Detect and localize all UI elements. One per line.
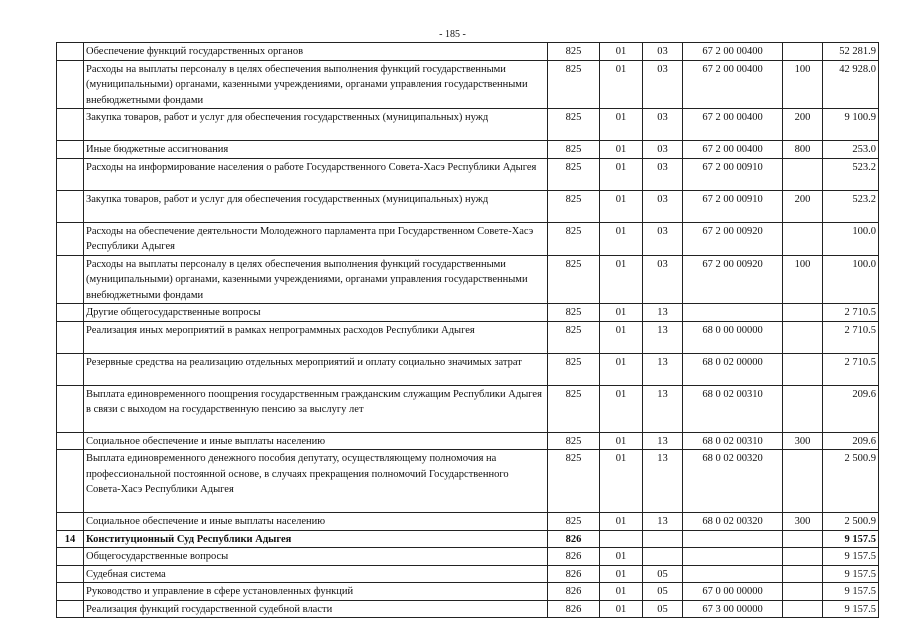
table-row — [57, 600, 879, 618]
expense-type-code-cell — [783, 385, 823, 432]
expense-type-code-cell: 100 — [783, 255, 823, 304]
item-name-cell: Реализация иных мероприятий в рамках непрограммных расходов Республики Адыгея — [84, 321, 548, 353]
subsection-code-cell: 03 — [643, 43, 683, 61]
item-name-cell: Социальное обеспечение и иные выплаты населению — [84, 432, 548, 450]
expense-type-code-cell — [783, 222, 823, 255]
item-name-cell: Иные бюджетные ассигнования — [84, 141, 548, 159]
amount-cell: 209.6 — [823, 385, 879, 432]
department-code-cell: 825 — [548, 432, 600, 450]
target-article-code-cell: 67 2 00 00400 — [683, 109, 783, 141]
target-article-code-cell: 67 2 00 00910 — [683, 158, 783, 190]
table-row — [57, 353, 879, 385]
subsection-code-cell: 03 — [643, 158, 683, 190]
row-number-cell — [57, 565, 84, 583]
subsection-code-cell: 13 — [643, 432, 683, 450]
amount-cell: 52 281.9 — [823, 43, 879, 61]
row-number-cell — [57, 450, 84, 513]
row-number-cell: 14 — [57, 530, 84, 548]
amount-cell: 2 710.5 — [823, 353, 879, 385]
target-article-code-cell: 68 0 00 00000 — [683, 321, 783, 353]
expense-type-code-cell — [783, 530, 823, 548]
section-code-cell: 01 — [600, 432, 643, 450]
subsection-code-cell: 03 — [643, 60, 683, 109]
amount-cell: 9 157.5 — [823, 565, 879, 583]
department-code-cell: 825 — [548, 255, 600, 304]
subsection-code-cell — [643, 548, 683, 566]
subsection-code-cell: 13 — [643, 513, 683, 531]
amount-cell: 9 157.5 — [823, 548, 879, 566]
department-code-cell: 826 — [548, 600, 600, 618]
table-row — [57, 450, 879, 513]
department-code-cell: 825 — [548, 109, 600, 141]
amount-cell: 100.0 — [823, 222, 879, 255]
row-number-cell — [57, 600, 84, 618]
subsection-code-cell: 03 — [643, 141, 683, 159]
expense-type-code-cell — [783, 353, 823, 385]
department-code-cell: 825 — [548, 190, 600, 222]
subsection-code-cell: 13 — [643, 353, 683, 385]
expense-type-code-cell — [783, 43, 823, 61]
table-row — [57, 158, 879, 190]
table-row — [57, 432, 879, 450]
item-name-cell: Выплата единовременного поощрения государственным гражданским служащим Республики Адыгея в связи с выходом на государственную пенсию за выслугу лет — [84, 385, 548, 432]
amount-cell: 2 710.5 — [823, 321, 879, 353]
subsection-code-cell: 05 — [643, 583, 683, 601]
target-article-code-cell: 67 2 00 00920 — [683, 255, 783, 304]
department-code-cell: 825 — [548, 222, 600, 255]
amount-cell: 9 100.9 — [823, 109, 879, 141]
section-code-cell — [600, 530, 643, 548]
target-article-code-cell: 68 0 02 00310 — [683, 385, 783, 432]
department-code-cell: 825 — [548, 158, 600, 190]
target-article-code-cell: 67 2 00 00910 — [683, 190, 783, 222]
row-number-cell — [57, 255, 84, 304]
section-code-cell: 01 — [600, 583, 643, 601]
row-number-cell — [57, 304, 84, 322]
section-code-cell: 01 — [600, 513, 643, 531]
target-article-code-cell: 67 2 00 00400 — [683, 141, 783, 159]
section-code-cell: 01 — [600, 190, 643, 222]
section-code-cell: 01 — [600, 43, 643, 61]
department-code-cell: 825 — [548, 513, 600, 531]
row-number-cell — [57, 321, 84, 353]
table-row — [57, 60, 879, 109]
amount-cell: 42 928.0 — [823, 60, 879, 109]
expense-type-code-cell: 200 — [783, 190, 823, 222]
target-article-code-cell: 68 0 02 00310 — [683, 432, 783, 450]
section-code-cell: 01 — [600, 255, 643, 304]
section-code-cell: 01 — [600, 60, 643, 109]
section-code-cell: 01 — [600, 353, 643, 385]
target-article-code-cell — [683, 548, 783, 566]
table-row — [57, 255, 879, 304]
amount-cell: 100.0 — [823, 255, 879, 304]
table-row — [57, 43, 879, 61]
section-code-cell: 01 — [600, 109, 643, 141]
item-name-cell: Реализация функций государственной судебной власти — [84, 600, 548, 618]
item-name-cell: Расходы на обеспечение деятельности Молодежного парламента при Государственном Совете-Хасэ Республики Адыгея — [84, 222, 548, 255]
amount-cell: 2 500.9 — [823, 513, 879, 531]
row-number-cell — [57, 353, 84, 385]
item-name-cell: Руководство и управление в сфере установленных функций — [84, 583, 548, 601]
subsection-code-cell: 13 — [643, 304, 683, 322]
table-row — [57, 513, 879, 531]
target-article-code-cell — [683, 304, 783, 322]
table-row — [57, 583, 879, 601]
section-code-cell: 01 — [600, 222, 643, 255]
department-code-cell: 826 — [548, 548, 600, 566]
expense-type-code-cell — [783, 583, 823, 601]
department-code-cell: 825 — [548, 450, 600, 513]
item-name-cell: Социальное обеспечение и иные выплаты населению — [84, 513, 548, 531]
expense-type-code-cell — [783, 450, 823, 513]
item-name-cell: Расходы на информирование населения о работе Государственного Совета-Хасэ Республики Адыгея — [84, 158, 548, 190]
amount-cell: 9 157.5 — [823, 530, 879, 548]
section-code-cell: 01 — [600, 321, 643, 353]
row-number-cell — [57, 158, 84, 190]
item-name-cell: Закупка товаров, работ и услуг для обеспечения государственных (муниципальных) нужд — [84, 190, 548, 222]
item-name-cell: Резервные средства на реализацию отдельных мероприятий и оплату социально значимых затрат — [84, 353, 548, 385]
table-row — [57, 109, 879, 141]
subsection-code-cell — [643, 530, 683, 548]
target-article-code-cell: 67 2 00 00400 — [683, 43, 783, 61]
expense-type-code-cell: 800 — [783, 141, 823, 159]
expense-type-code-cell — [783, 321, 823, 353]
department-code-cell: 825 — [548, 43, 600, 61]
section-code-cell: 01 — [600, 600, 643, 618]
row-number-cell — [57, 141, 84, 159]
row-number-cell — [57, 513, 84, 531]
department-code-cell: 825 — [548, 60, 600, 109]
item-name-cell: Конституционный Суд Республики Адыгея — [84, 530, 548, 548]
subsection-code-cell: 05 — [643, 600, 683, 618]
expense-type-code-cell — [783, 304, 823, 322]
target-article-code-cell: 67 0 00 00000 — [683, 583, 783, 601]
table-row — [57, 304, 879, 322]
section-code-cell: 01 — [600, 385, 643, 432]
target-article-code-cell: 67 3 00 00000 — [683, 600, 783, 618]
amount-cell: 2 710.5 — [823, 304, 879, 322]
expense-type-code-cell: 300 — [783, 432, 823, 450]
department-code-cell: 825 — [548, 385, 600, 432]
section-code-cell: 01 — [600, 565, 643, 583]
target-article-code-cell — [683, 565, 783, 583]
row-number-cell — [57, 109, 84, 141]
row-number-cell — [57, 222, 84, 255]
amount-cell: 9 157.5 — [823, 583, 879, 601]
row-number-cell — [57, 190, 84, 222]
target-article-code-cell — [683, 530, 783, 548]
row-number-cell — [57, 43, 84, 61]
expense-type-code-cell — [783, 600, 823, 618]
item-name-cell: Обеспечение функций государственных органов — [84, 43, 548, 61]
amount-cell: 523.2 — [823, 190, 879, 222]
table-row — [57, 321, 879, 353]
subsection-code-cell: 03 — [643, 255, 683, 304]
amount-cell: 523.2 — [823, 158, 879, 190]
row-number-cell — [57, 60, 84, 109]
row-number-cell — [57, 548, 84, 566]
section-code-cell: 01 — [600, 158, 643, 190]
expense-type-code-cell: 200 — [783, 109, 823, 141]
section-code-cell: 01 — [600, 548, 643, 566]
budget-table — [56, 42, 879, 618]
item-name-cell: Судебная система — [84, 565, 548, 583]
expense-type-code-cell — [783, 565, 823, 583]
table-row — [57, 385, 879, 432]
row-number-cell — [57, 583, 84, 601]
row-number-cell — [57, 432, 84, 450]
expense-type-code-cell — [783, 548, 823, 566]
table-row — [57, 190, 879, 222]
target-article-code-cell: 68 0 02 00000 — [683, 353, 783, 385]
target-article-code-cell: 68 0 02 00320 — [683, 450, 783, 513]
item-name-cell: Расходы на выплаты персоналу в целях обеспечения выполнения функций государственными (муниципальными) органами, казенными учреждениями, органами управления государственными внебюджетными фондами — [84, 60, 548, 109]
table-row — [57, 222, 879, 255]
item-name-cell: Другие общегосударственные вопросы — [84, 304, 548, 322]
amount-cell: 2 500.9 — [823, 450, 879, 513]
page-number: - 185 - — [439, 29, 466, 40]
table-row — [57, 141, 879, 159]
section-code-cell: 01 — [600, 304, 643, 322]
amount-cell: 253.0 — [823, 141, 879, 159]
amount-cell: 209.6 — [823, 432, 879, 450]
item-name-cell: Закупка товаров, работ и услуг для обеспечения государственных (муниципальных) нужд — [84, 109, 548, 141]
subsection-code-cell: 05 — [643, 565, 683, 583]
table-row — [57, 530, 879, 548]
department-code-cell: 826 — [548, 565, 600, 583]
expense-type-code-cell — [783, 158, 823, 190]
target-article-code-cell: 68 0 02 00320 — [683, 513, 783, 531]
subsection-code-cell: 13 — [643, 321, 683, 353]
department-code-cell: 825 — [548, 304, 600, 322]
department-code-cell: 825 — [548, 321, 600, 353]
row-number-cell — [57, 385, 84, 432]
expense-type-code-cell: 100 — [783, 60, 823, 109]
item-name-cell: Выплата единовременного денежного пособия депутату, осуществляющему полномочия на профессиональной постоянной основе, в случаях прекращения полномочий Государственного Совета-Хасэ Республики Адыгея — [84, 450, 548, 513]
item-name-cell: Расходы на выплаты персоналу в целях обеспечения выполнения функций государственными (муниципальными) органами, казенными учреждениями, органами управления государственными внебюджетными фондами — [84, 255, 548, 304]
amount-cell: 9 157.5 — [823, 600, 879, 618]
section-code-cell: 01 — [600, 141, 643, 159]
table-row — [57, 548, 879, 566]
department-code-cell: 826 — [548, 530, 600, 548]
item-name-cell: Общегосударственные вопросы — [84, 548, 548, 566]
subsection-code-cell: 03 — [643, 190, 683, 222]
target-article-code-cell: 67 2 00 00400 — [683, 60, 783, 109]
expense-type-code-cell: 300 — [783, 513, 823, 531]
section-code-cell: 01 — [600, 450, 643, 513]
department-code-cell: 825 — [548, 353, 600, 385]
department-code-cell: 826 — [548, 583, 600, 601]
subsection-code-cell: 13 — [643, 450, 683, 513]
department-code-cell: 825 — [548, 141, 600, 159]
subsection-code-cell: 03 — [643, 109, 683, 141]
subsection-code-cell: 13 — [643, 385, 683, 432]
table-row — [57, 565, 879, 583]
target-article-code-cell: 67 2 00 00920 — [683, 222, 783, 255]
subsection-code-cell: 03 — [643, 222, 683, 255]
